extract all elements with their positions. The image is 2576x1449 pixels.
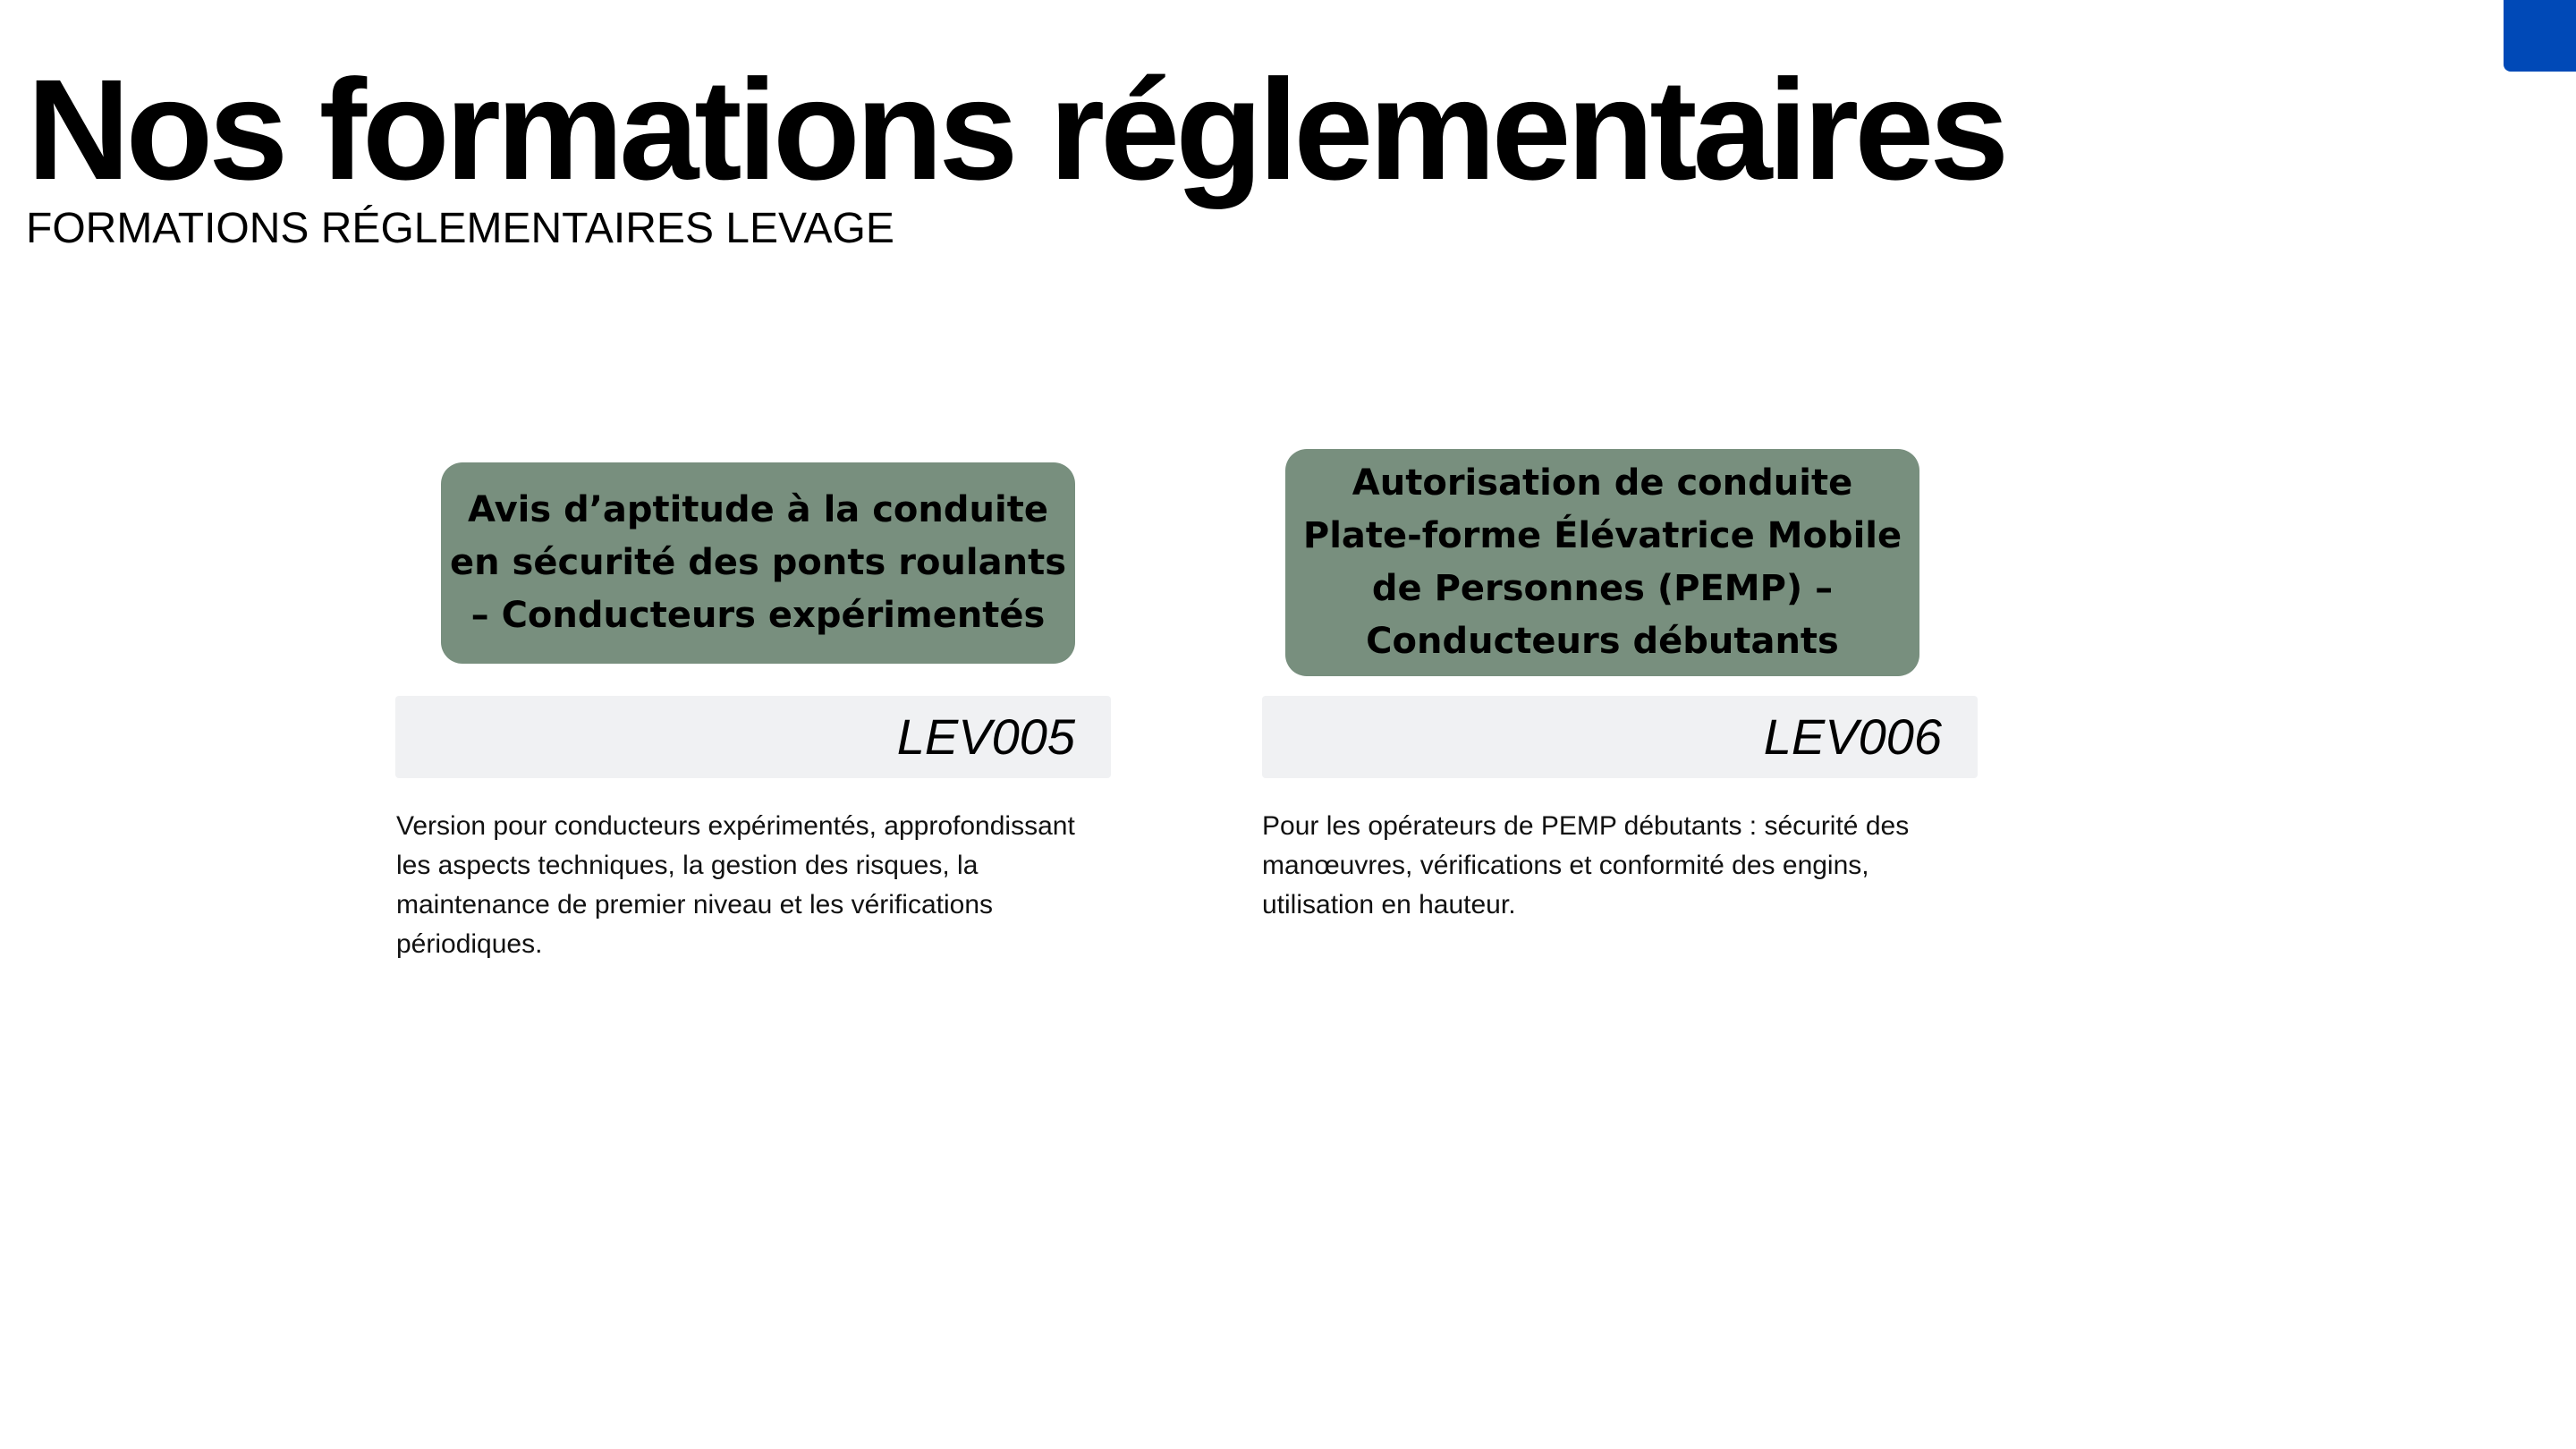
course-code: LEV005: [896, 708, 1075, 765]
corner-accent-block: [2504, 0, 2576, 72]
card-title: Autorisation de conduite Plate-forme Élévatrice Mobile de Personnes (PEMP) – Conducteurs débutants: [1302, 462, 1902, 662]
course-code-bar-lev005: [395, 696, 1111, 778]
course-description: Version pour conducteurs expérimentés, approfondissant les aspects techniques, la gestion des risques, la maintenance de premier niveau et les vérifications périodiques.: [396, 811, 1075, 959]
course-description: Pour les opérateurs de PEMP débutants : sécurité des manœuvres, vérifications et conformité des engins, utilisation en hauteur.: [1262, 811, 1910, 919]
card-title-box-lev006: [1285, 449, 1919, 676]
course-code: LEV006: [1763, 708, 1942, 765]
card-title: Avis d’aptitude à la conduite en sécurité des ponts roulants – Conducteurs expérimentés: [450, 489, 1067, 636]
card-title-box-lev005: [441, 462, 1075, 664]
page-subtitle: FORMATIONS RÉGLEMENTAIRES LEVAGE: [26, 205, 894, 252]
page-title: Nos formations réglementaires: [27, 49, 2005, 209]
course-code-bar-lev006: [1262, 696, 1978, 778]
